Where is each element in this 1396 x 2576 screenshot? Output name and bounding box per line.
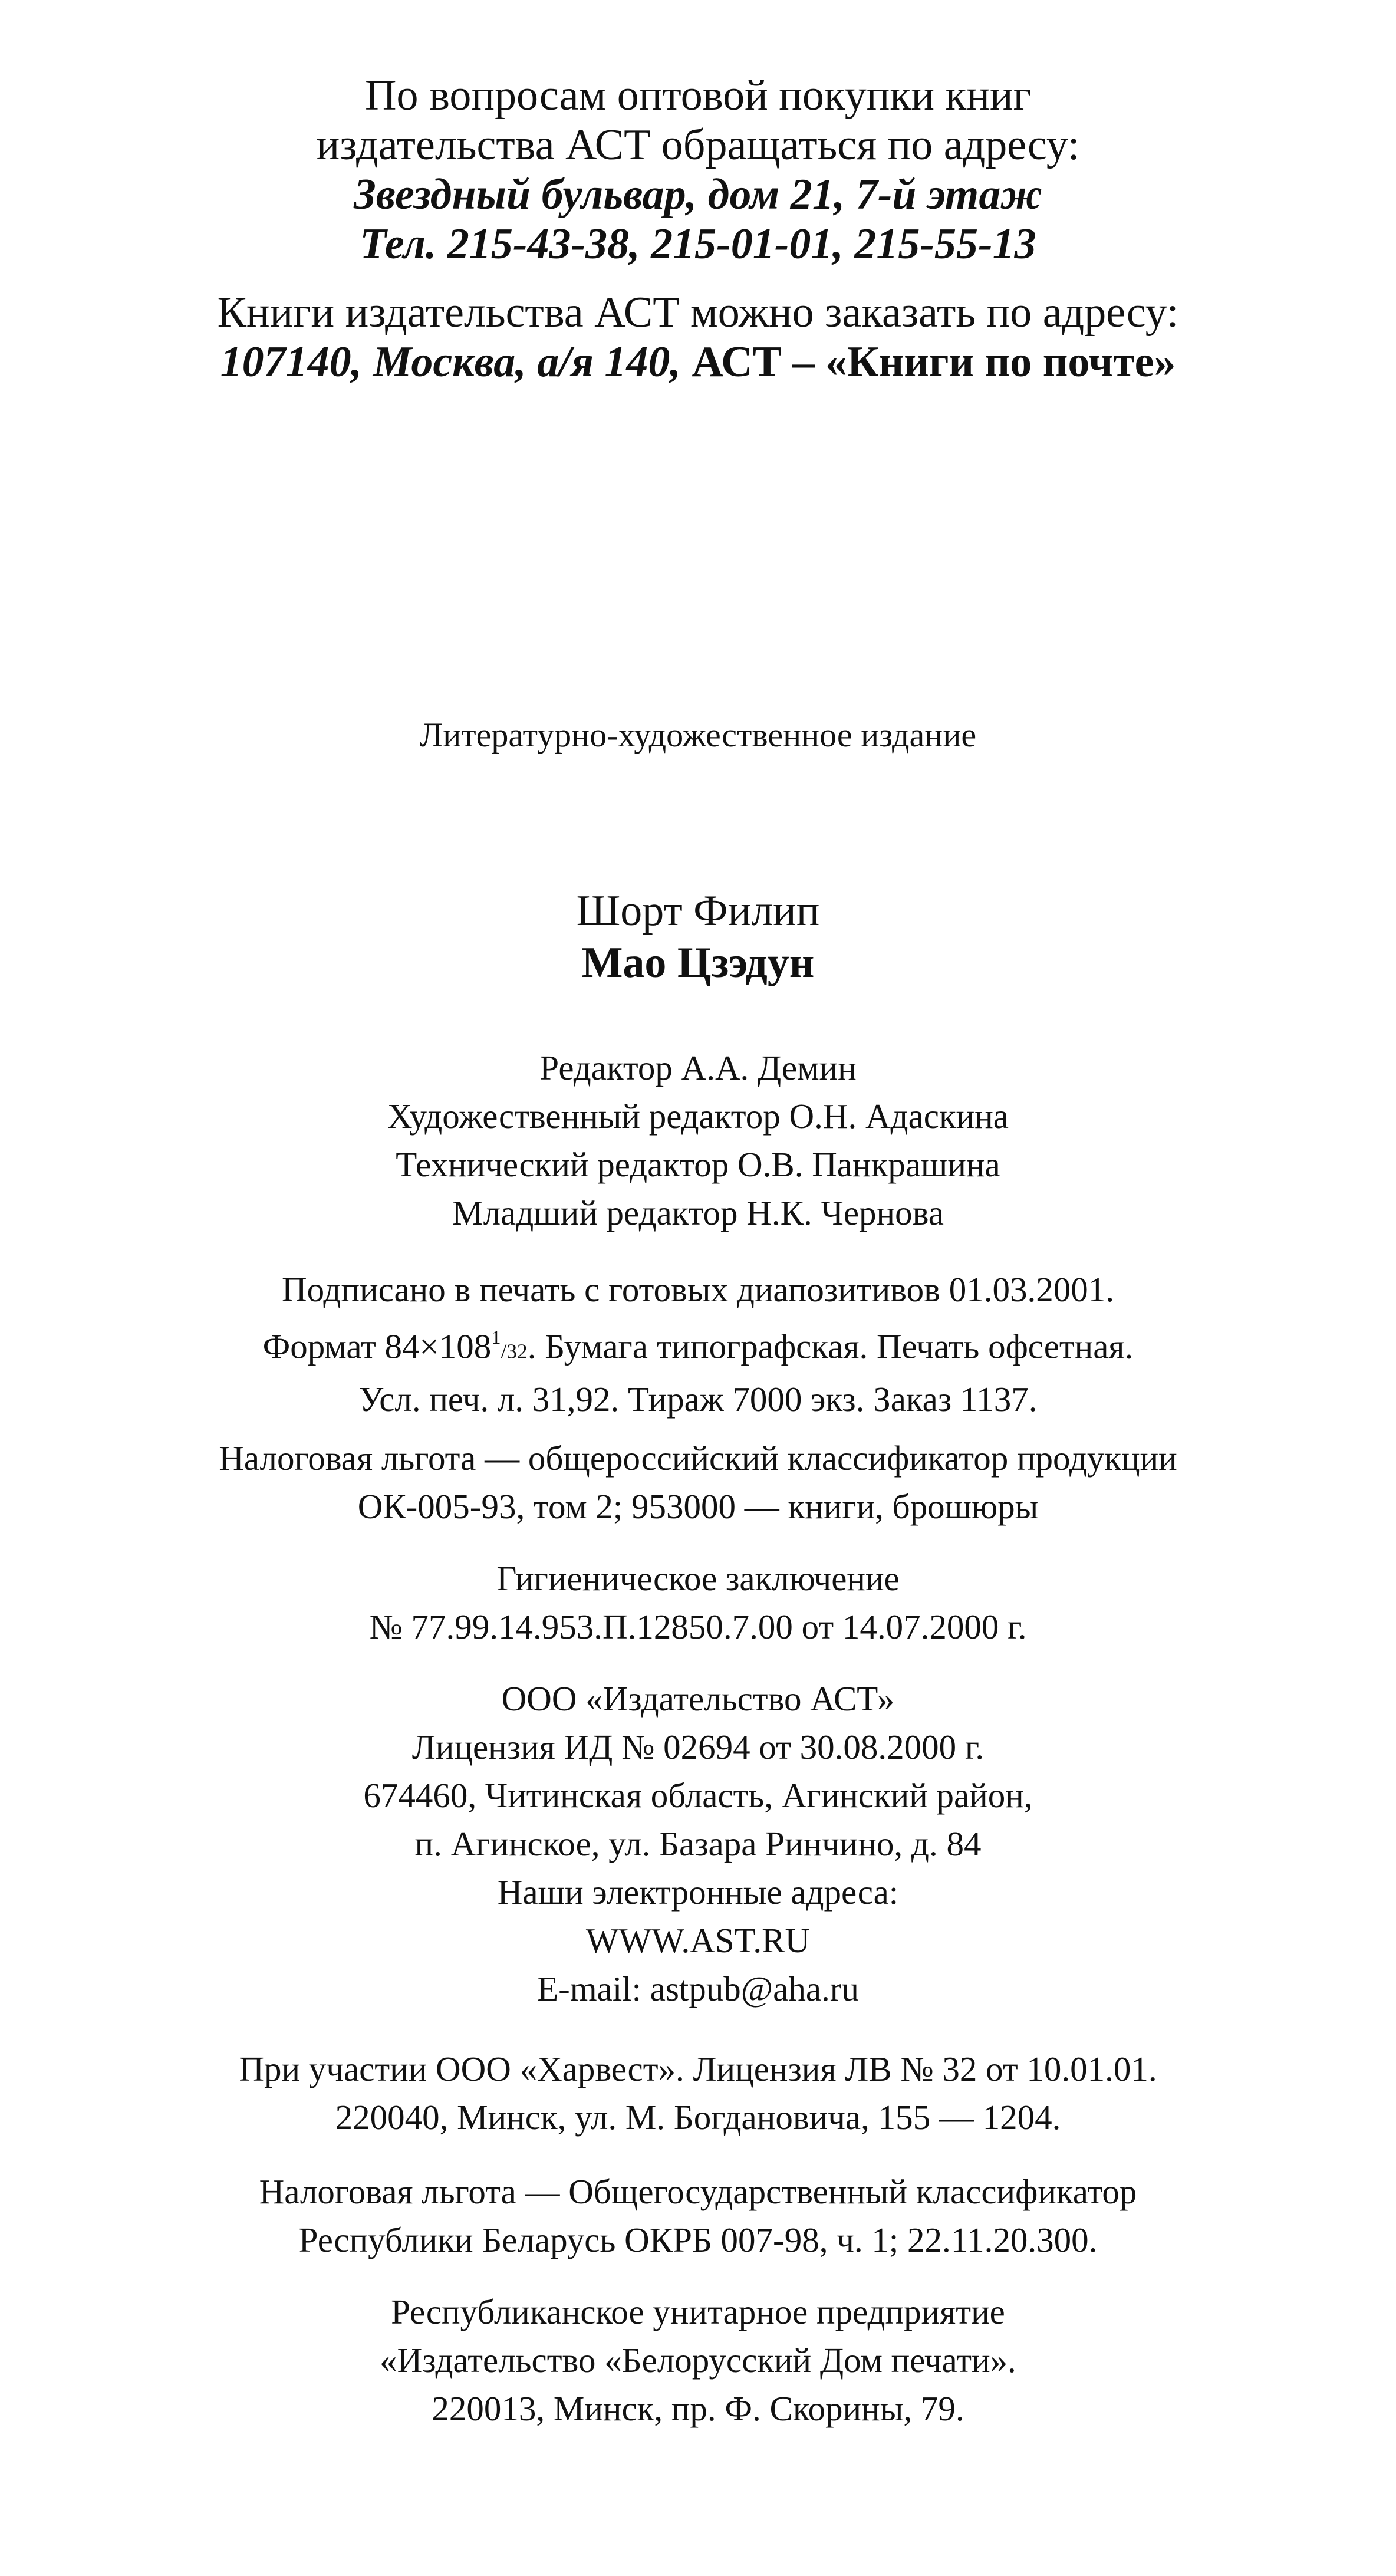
publisher-block	[0, 1674, 1396, 2013]
tax-by-line: Налоговая льгота — Общегосударственный классификатор	[259, 2172, 1137, 2211]
publisher-website: WWW.AST.RU	[585, 1921, 811, 1960]
genre-label: Литературно-художественное издание	[419, 716, 977, 754]
book-title: Мао Цзэдун	[581, 939, 815, 987]
print-format-prefix: Формат 84×108	[262, 1327, 492, 1366]
print-details-block	[0, 1265, 1396, 1423]
mail-order-service: АСТ – «Книги по почте»	[680, 338, 1176, 386]
mail-order-block	[0, 288, 1396, 387]
editor-line: Редактор А.А. Демин	[539, 1048, 857, 1087]
harvest-line: 220040, Минск, ул. М. Богдановича, 155 — 1204.	[335, 2098, 1061, 2137]
wholesale-contact-block	[0, 71, 1396, 269]
publisher-email-heading: Наши электронные адреса:	[497, 1873, 899, 1912]
print-signed-line: Подписано в печать с готовых диапозитивов 01.03.2001.	[282, 1270, 1114, 1309]
book-author: Шорт Филип	[576, 887, 820, 935]
wholesale-phones: Тел. 215-43-38, 215-01-01, 215-55-13	[360, 220, 1036, 268]
print-format-denominator: /32	[501, 1339, 528, 1363]
wholesale-line-1: По вопросам оптовой покупки книг	[365, 71, 1031, 120]
print-format-suffix: . Бумага типографская. Печать офсетная.	[527, 1327, 1134, 1366]
tax-benefit-russia-block	[0, 1434, 1396, 1531]
hygiene-line: № 77.99.14.953.П.12850.7.00 от 14.07.2000 г.	[369, 1607, 1027, 1646]
publisher-license: Лицензия ИД № 02694 от 30.08.2000 г.	[411, 1728, 985, 1766]
tax-by-line: Республики Беларусь ОКРБ 007-98, ч. 1; 22.11.20.300.	[298, 2220, 1098, 2259]
wholesale-line-2: издательства АСТ обращаться по адресу:	[316, 121, 1080, 169]
printer-line: 220013, Минск, пр. Ф. Скорины, 79.	[432, 2389, 964, 2428]
print-run-line: Усл. печ. л. 31,92. Тираж 7000 экз. Заказ 1137.	[358, 1380, 1038, 1419]
tax-ru-line: ОК-005-93, том 2; 953000 — книги, брошюры	[357, 1487, 1039, 1526]
printer-line: «Издательство «Белорусский Дом печати».	[380, 2341, 1016, 2380]
hygiene-line: Гигиеническое заключение	[496, 1559, 900, 1598]
wholesale-address: Звездный бульвар, дом 21, 7-й этаж	[354, 170, 1042, 219]
printer-line: Республиканское унитарное предприятие	[391, 2292, 1005, 2331]
print-format-numerator: 1	[491, 1327, 501, 1348]
mail-order-line-2	[0, 337, 1396, 387]
harvest-participation-block	[0, 2045, 1396, 2141]
publisher-address-line: 674460, Читинская область, Агинский район,	[363, 1776, 1033, 1815]
publisher-name: ООО «Издательство АСТ»	[501, 1679, 895, 1718]
printer-block	[0, 2288, 1396, 2433]
tax-benefit-belarus-block	[0, 2167, 1396, 2264]
editor-line: Младший редактор Н.К. Чернова	[452, 1193, 944, 1232]
editor-line: Художественный редактор О.Н. Адаскина	[387, 1097, 1009, 1136]
harvest-line: При участии ООО «Харвест». Лицензия ЛВ № 32 от 10.01.01.	[239, 2049, 1157, 2088]
hygiene-certificate-block	[0, 1554, 1396, 1651]
mail-order-line-1: Книги издательства АСТ можно заказать по адресу:	[217, 288, 1179, 337]
print-format-line	[0, 1314, 1396, 1375]
tax-ru-line: Налоговая льгота — общероссийский классификатор продукции	[219, 1439, 1177, 1478]
publisher-email: E-mail: astpub@aha.ru	[537, 1969, 859, 2008]
editor-line: Технический редактор О.В. Панкрашина	[396, 1145, 1000, 1184]
editors-block	[0, 1044, 1396, 1237]
publisher-address-line: п. Агинское, ул. Базара Ринчино, д. 84	[414, 1824, 982, 1863]
mail-order-address: 107140, Москва, а/я 140,	[220, 338, 681, 386]
